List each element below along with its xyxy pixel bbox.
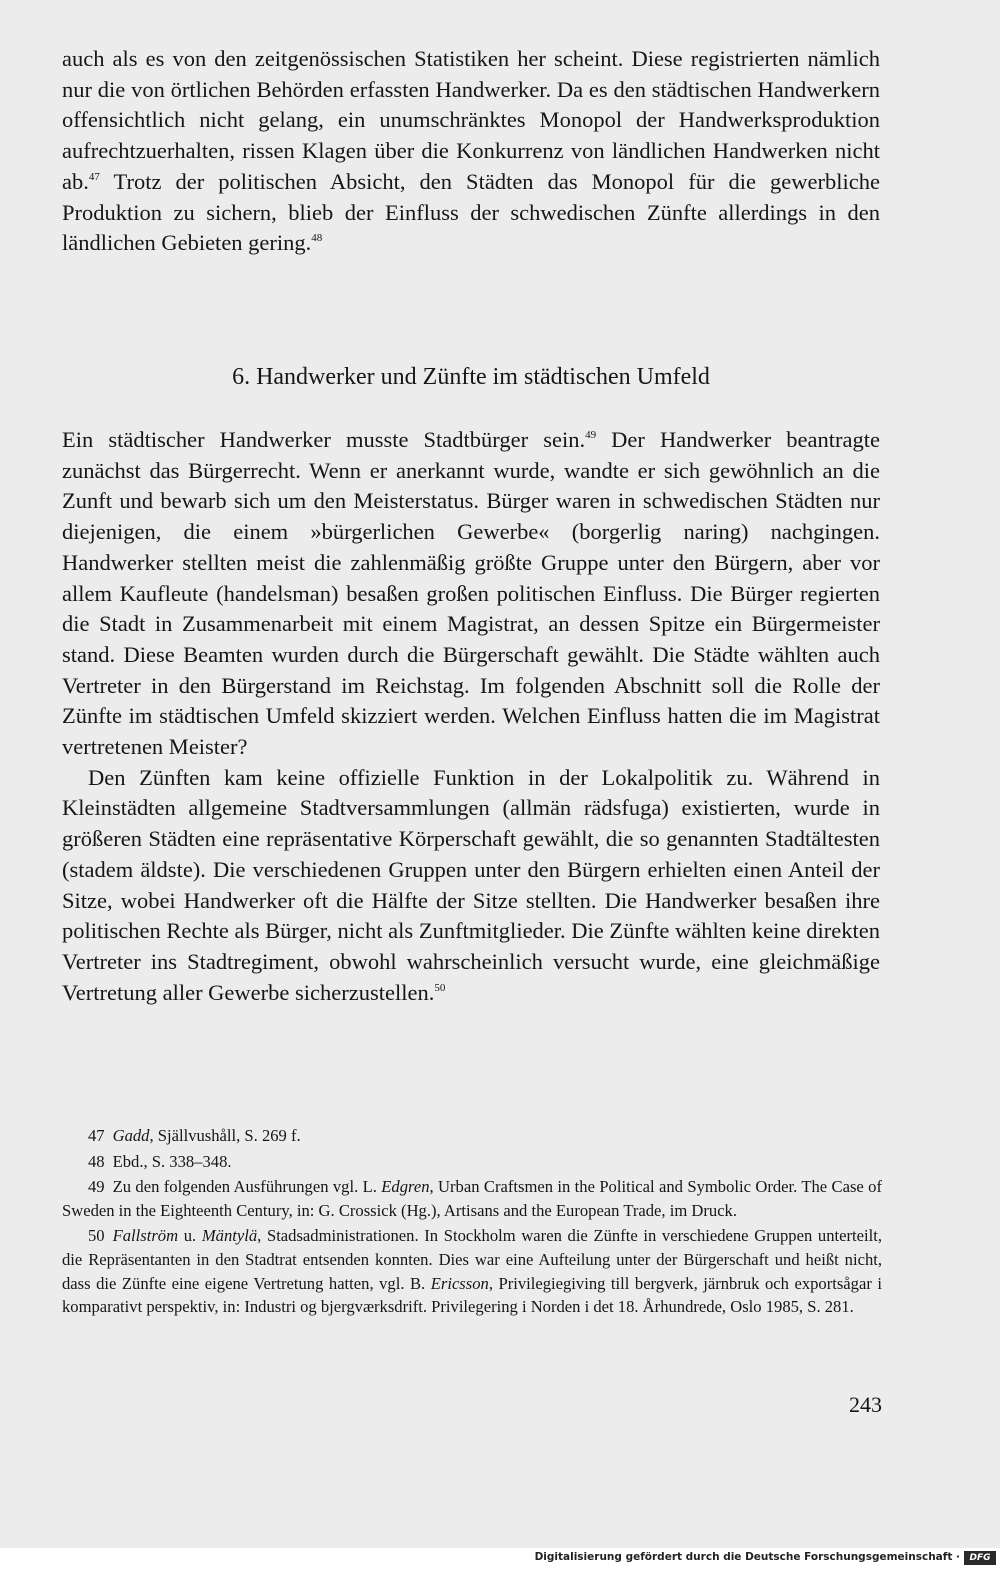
section-heading: 6. Handwerker und Zünfte im städtischen Umfeld <box>232 364 710 390</box>
footnote-number: 48 <box>88 1151 105 1171</box>
paragraph <box>62 763 880 1009</box>
footnote-number: 50 <box>88 1226 105 1246</box>
funding-note: Digitalisierung gefördert durch die Deutsche Forschungsgemeinschaft · <box>534 1551 960 1563</box>
footnote-author: Edgren <box>381 1177 430 1197</box>
footnote-author: Fallström <box>112 1226 179 1246</box>
footnote-author: Gadd <box>112 1126 150 1145</box>
paragraph-text: auch als es von den zeitgenössischen Statistiken her scheint. Diese registrierten nämlich nur die von örtlichen Behörden erfassten Handwerker. Da es den städtischen Handwerkern offensichtlich nicht gelang, ein unumschränktes Monopol der Handwerksproduktion aufrechtzuerhalten, rissen Klagen über die Konkurrenz von ländlichen Handwerken nicht ab. <box>62 46 880 194</box>
paragraph-text: Der Handwerker beantragte zunächst das Bürgerrecht. Wenn er anerkannt wurde, wandte er sich gewöhnlich an die Zunft und bewarb sich um den Meisterstatus. Bürger waren in schwedischen Städten nur diejenigen, die einem »bürgerlichen Gewerbe« (borgerlig naring) nachgingen. Handwerker stellten meist die zahlenmäßig größte Gruppe unter den Bürgern, aber vor allem Kaufleute (handelsman) besaßen großen politischen Einfluss. Die Bürger regierten die Stadt in Zusammenarbeit mit einem Magistrat, an dessen Spitze ein Bürgermeister stand. Diese Beamten wurden durch die Bürgerschaft gewählt. Die Städte wählten auch Vertreter in den Bürgerstand im Reichstag. Im folgenden Abschnitt soll die Rolle der Zünfte im städtischen Umfeld skizziert werden. Welchen Einfluss hatten die im Magistrat vertretenen Meister? <box>62 427 880 760</box>
footnote-author: Mäntylä <box>201 1226 258 1246</box>
footnote-text: , Privilegiegiving till bergverk, järnbruk och exportsågar i komparativt perspektiv, in: Industri og bjergværksdrift. Privilegering i Norden i det 18. Århundrede, Oslo 1985, S. 281. <box>62 1273 882 1317</box>
footnote-ref-49[interactable]: 49 <box>585 429 597 441</box>
footnote-text: , Urban Craftsmen in the Political and Symbolic Order. The Case of Sweden in the Eighteenth Century, in: G. Crossick (Hg.), Artisans and the European Trade, im Druck. <box>62 1177 882 1220</box>
paragraph-continued <box>62 44 880 259</box>
dfg-logo-icon: DFG <box>964 1551 996 1565</box>
page-number: 243 <box>849 1392 882 1417</box>
footnote-number: 49 <box>88 1177 105 1197</box>
footnote-48 <box>62 1150 882 1174</box>
section-body <box>62 425 880 1008</box>
footnote-ref-47[interactable]: 47 <box>88 170 100 183</box>
footnote-49 <box>62 1175 882 1222</box>
footnote-47 <box>62 1124 882 1148</box>
footnote-text: u. <box>178 1226 202 1246</box>
footnote-text: Zu den folgenden Ausführungen vgl. L. <box>112 1177 382 1197</box>
footnote-text: Ebd., S. 338–348. <box>112 1151 232 1171</box>
footnote-text: , Själlvushåll, S. 269 f. <box>149 1126 301 1145</box>
footnote-text: , Stadsadministrationen. In Stockholm waren die Zünfte in verschiedene Gruppen unterteilt, die Repräsentanten in den Stadtrat entsenden konnten. Dies war eine Aufteilung unter der Bürgerschaft und heißt nicht, dass die Zünfte eine eigene Vertretung hatten, vgl. B. <box>62 1226 882 1293</box>
paragraph-text: Trotz der politischen Absicht, den Städten das Monopol für die gewerbliche Produktion zu sichern, blieb der Einfluss der schwedischen Zünfte allerdings in den ländlichen Gebieten gering. <box>62 168 880 256</box>
footnote-author: Ericsson <box>430 1273 489 1293</box>
footnote-ref-48[interactable]: 48 <box>311 232 323 245</box>
footnote-50 <box>62 1224 882 1318</box>
digitization-footer <box>0 1548 1000 1569</box>
footnote-ref-50[interactable]: 50 <box>434 981 446 994</box>
paragraph <box>62 425 880 763</box>
footnote-number: 47 <box>88 1126 105 1145</box>
paragraph-text: Ein städtischer Handwerker musste Stadtbürger sein. <box>62 427 586 452</box>
paragraph-text: Den Zünften kam keine offizielle Funktion in der Lokalpolitik zu. Während in Kleinstädten allgemeine Stadtversammlungen (allmän rädsfuga) existierten, wurde in größeren Städten eine repräsentative Körperschaft gewählt, die so genannten Stadtältesten (stadem äldste). Die verschiedenen Gruppen unter den Bürgern erhielten einen Anteil der Sitze, wobei Handwerker oft die Hälfte der Sitze stellten. Die Handwerker besaßen ihre politischen Rechte als Bürger, nicht als Zunftmitglieder. Die Zünfte wählten keine direkten Vertreter ins Stadtregiment, obwohl wahrscheinlich versucht wurde, eine gleichmäßige Vertretung aller Gewerbe sicherzustellen. <box>62 764 880 1005</box>
footnotes <box>62 1124 882 1321</box>
